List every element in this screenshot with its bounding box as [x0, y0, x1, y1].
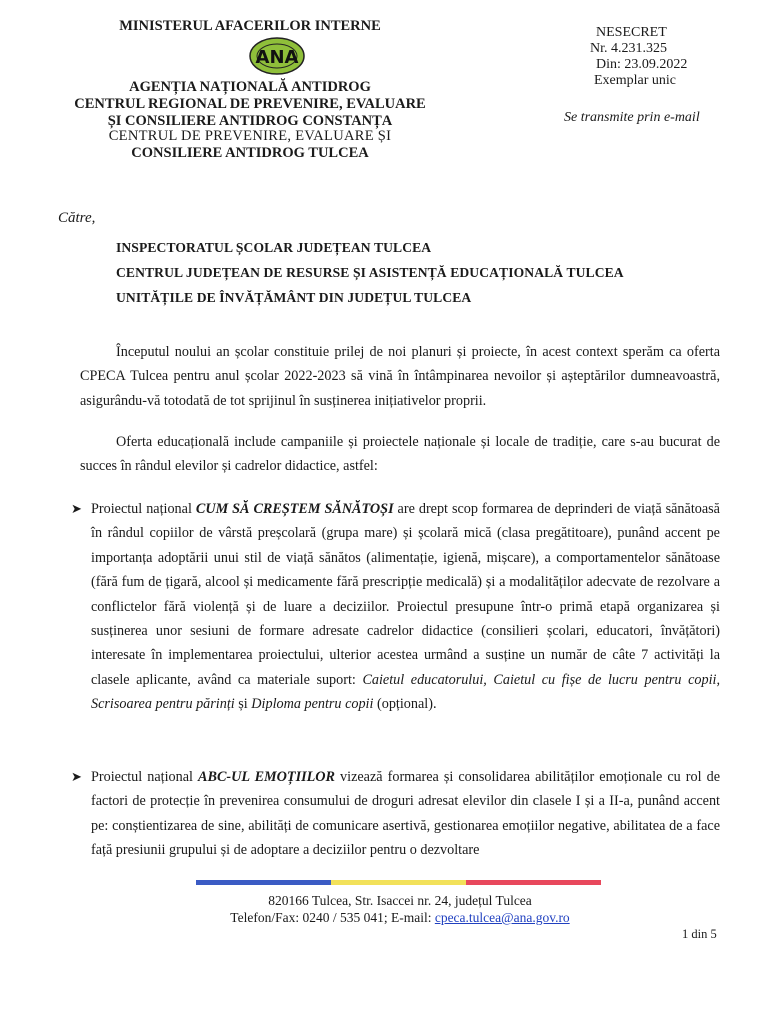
project2-prefix: Proiectul național — [91, 769, 199, 785]
stripe-red — [466, 880, 601, 885]
regional-center-line1: CENTRUL REGIONAL DE PREVENIRE, EVALUARE — [74, 96, 426, 112]
agency-logo — [248, 36, 306, 76]
ana-logo-icon — [248, 36, 306, 76]
offer-paragraph — [80, 430, 720, 479]
page-number: 1 din 5 — [682, 927, 717, 941]
project-item-2 — [71, 765, 721, 863]
document-meta — [590, 25, 750, 89]
project1-name: CUM SĂ CREȘTEM SĂNĂTOȘI — [195, 501, 394, 517]
offer-text: Oferta educațională include campaniile și proiectele naționale și locale de tradiție, care s-au bucurat de succes în rândul elevilor și cadrelor didactice, astfel: — [80, 434, 720, 475]
intro-text: Începutul noului an școlar constituie prilej de noi planuri și proiecte, în acest context sperăm ca oferta CPECA Tulcea pentru anul școlar 2022-2023 să vină în întâmpinarea nevoilor și așteptărilor dumneavoastră, asigurându-vă totodată de tot sprijinul în susținerea inițiativelor proprii. — [80, 344, 720, 409]
ministry-name: MINISTERUL AFACERILOR INTERNE — [119, 18, 381, 34]
recipient-3: UNITĂȚILE DE ÎNVĂȚĂMÂNT DIN JUDEȚUL TULCEA — [116, 290, 472, 305]
regional-center-line2: ȘI CONSILIERE ANTIDROG CONSTANȚA — [107, 113, 393, 129]
footer-stripe — [196, 880, 601, 885]
salutation: Către, — [58, 210, 96, 226]
transmission-note: Se transmite prin e-mail — [564, 110, 700, 125]
svg-text:ANA: ANA — [255, 47, 299, 68]
project1-suffix: (opțional). — [373, 696, 437, 713]
project1-text: are drept scop formarea de deprinderi de viață sănătoasă în rândul copiilor de vârstă preșcolară (grupa mare) și școlară mică (clasa pregătitoare), punând accent pe importanța adoptării unui stil de viață sănătos (alimentație, igienă, mișcare), a comportamentelor sănătoase (fără fum de țigară, alcool și medicamente fără prescripție medicală) și a modalităților adecvate de rezolvare a conflictelor fără violență și de luare a deciziilor. Proiectul presupune într-o primă etapă organizarea și susținerea unor sesiuni de formare adresate cadrelor didactice (consilieri școlari, educatori, învățători) interesate în implementarea proiectului, ulterior acestea urmând a susține un număr de câte 7 activități la clasele aplicante, având ca materiale suport: — [91, 501, 720, 688]
project2-name: ABC-UL EMOȚIILOR — [198, 769, 335, 785]
project1-diploma: Diploma pentru copii — [251, 696, 374, 713]
email-link[interactable]: cpeca.tulcea@ana.gov.ro — [434, 910, 570, 925]
recipient-2: CENTRUL JUDEȚEAN DE RESURSE ȘI ASISTENȚĂ EDUCAȚIONALĂ TULCEA — [116, 265, 624, 280]
project1-materials: Caietul educatorului, Caietul cu fișe de lucru pentru copii, Scrisoarea pentru părinți — [91, 671, 721, 713]
bullet-arrow-icon: ➤ — [71, 769, 82, 784]
document-date: Din: 23.09.2022 — [596, 57, 688, 72]
project2-text: vizează formarea și consolidarea abilităților emoționale cu rol de factori de protecție în prevenirea consumului de droguri adresat elevilor din clasele I și a II-a, punând accent pe: conștientizarea de sine, abilități de comunicare asertivă, gestionarea emoțiilor negative, abilitatea de a face față presiunii grupului și de adoptare a deciziilor pentru o dezvoltare — [91, 769, 721, 859]
project1-and: și — [234, 696, 252, 713]
project1-prefix: Proiectul național — [91, 501, 196, 517]
project-item-1 — [71, 497, 721, 717]
classification: NESECRET — [596, 25, 667, 40]
stripe-blue — [196, 880, 331, 885]
footer-address: 820166 Tulcea, Str. Isaccei nr. 24, județul Tulcea — [268, 893, 532, 908]
registration-number: Nr. 4.231.325 — [590, 41, 667, 56]
copy-note: Exemplar unic — [594, 73, 677, 88]
agency-name: AGENȚIA NAȚIONALĂ ANTIDROG — [129, 79, 371, 95]
footer-contact — [150, 909, 650, 926]
stripe-yellow — [331, 880, 466, 885]
bullet-arrow-icon: ➤ — [71, 501, 82, 516]
footer-phone: Telefon/Fax: 0240 / 535 041; E-mail: — [230, 910, 435, 925]
recipient-1: INSPECTORATUL ȘCOLAR JUDEȚEAN TULCEA — [116, 240, 432, 255]
local-center-line2: CONSILIERE ANTIDROG TULCEA — [131, 145, 369, 161]
local-center-line1: CENTRUL DE PREVENIRE, EVALUARE ȘI — [108, 128, 392, 144]
intro-paragraph — [80, 340, 720, 413]
